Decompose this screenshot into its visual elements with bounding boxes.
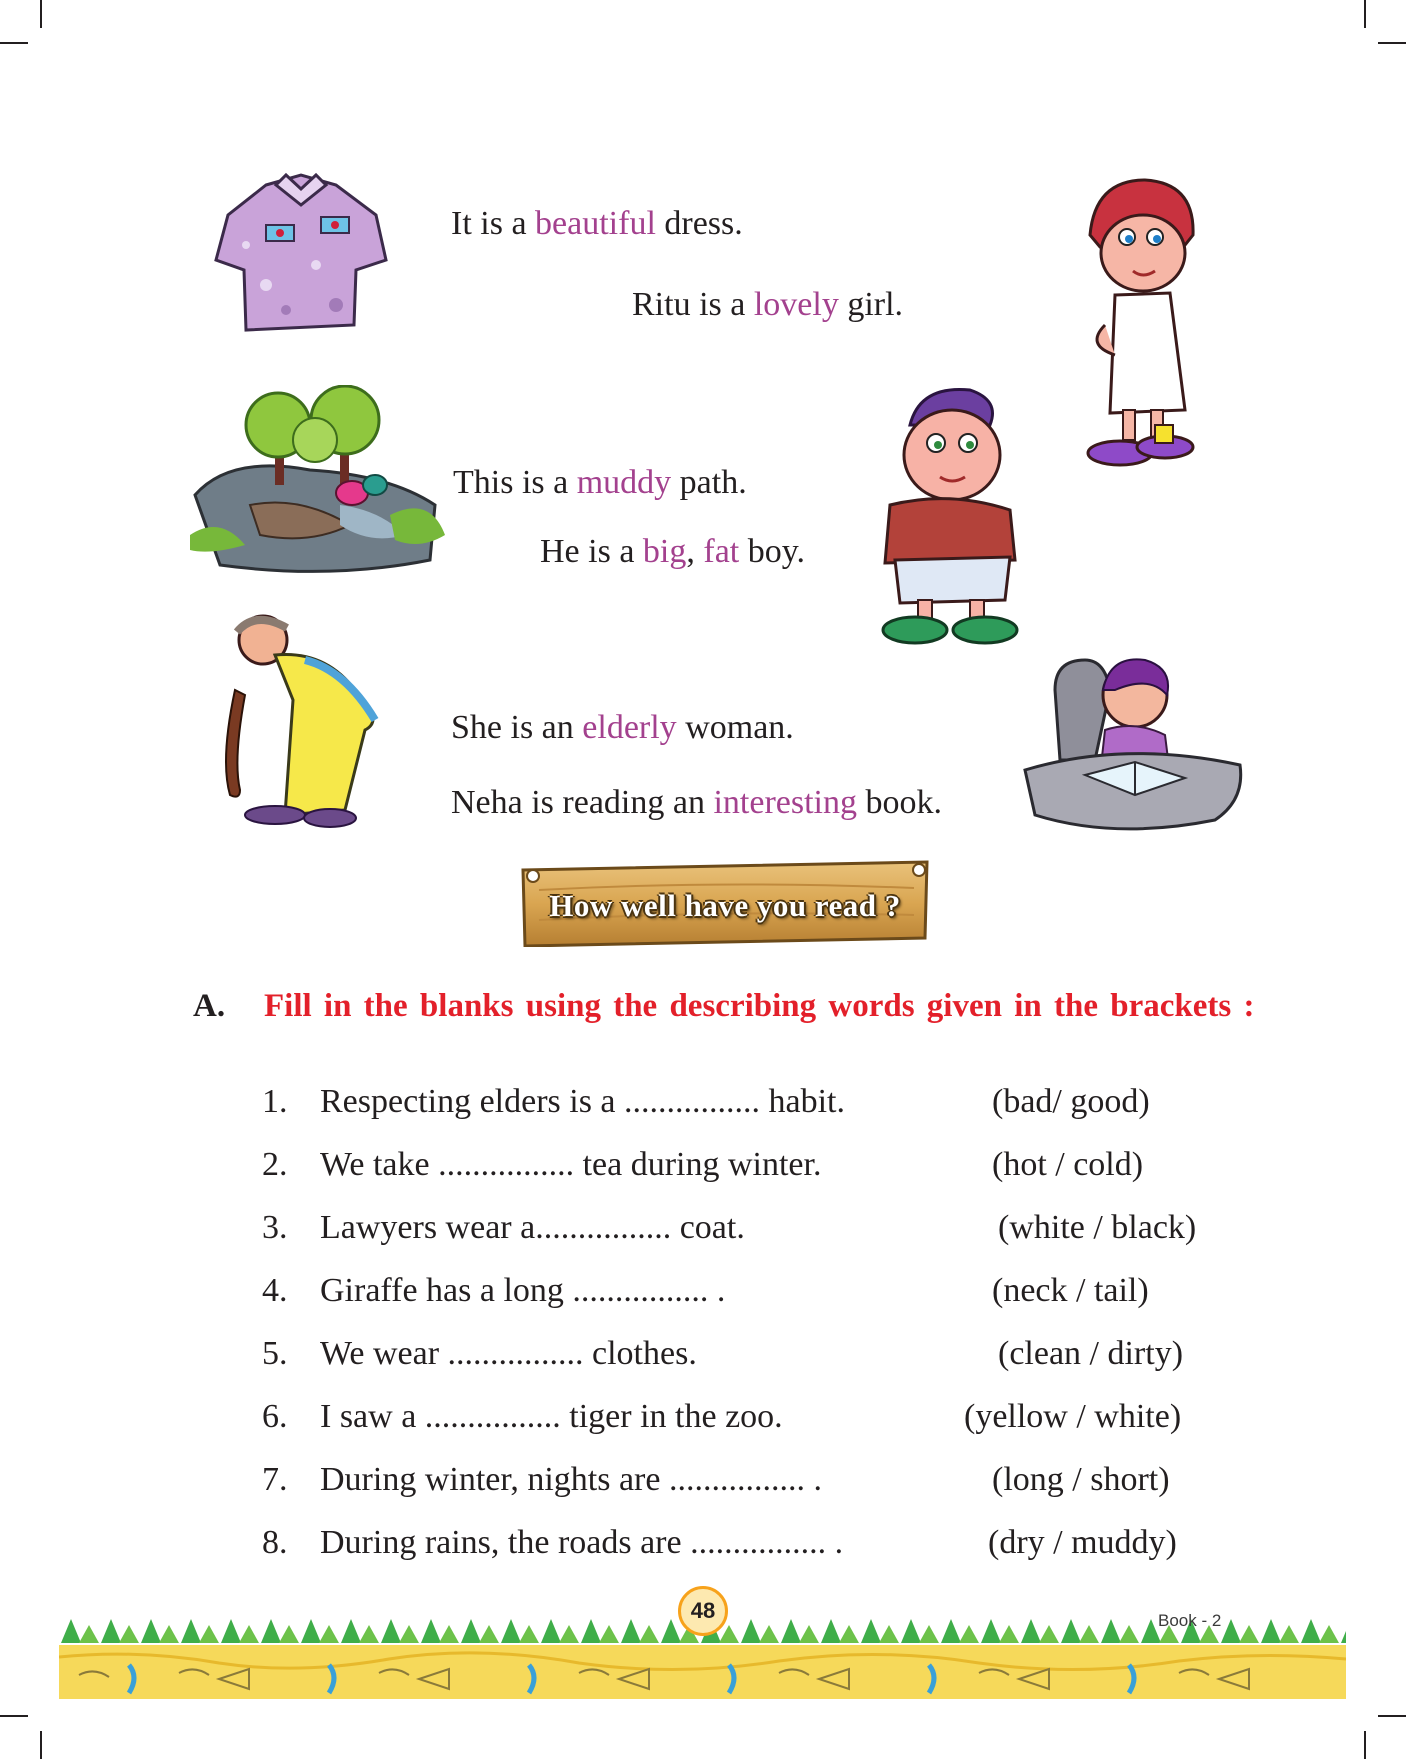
exercise-item xyxy=(0,1461,1406,1511)
sentence-text: girl. xyxy=(838,286,904,323)
book-label: Book - 2 xyxy=(1158,1611,1222,1630)
item-text: Lawyers wear a................ coat. xyxy=(320,1209,745,1246)
item-options: (hot / cold) xyxy=(992,1146,1144,1183)
adjective: elderly xyxy=(582,709,677,746)
muddy-path-illustration xyxy=(190,385,450,580)
item-text: During winter, nights are ................ . xyxy=(320,1461,822,1498)
sentence-text: This is a xyxy=(453,464,577,501)
item-text: During rains, the roads are ................ . xyxy=(320,1524,844,1561)
sentence-dress xyxy=(451,207,743,241)
crop-mark xyxy=(40,0,42,28)
exercise-item xyxy=(0,1083,1406,1133)
sentence-text: dress. xyxy=(655,205,743,242)
banner-title: How well have you read ? xyxy=(549,888,901,923)
sentence-woman xyxy=(451,711,794,745)
exercise-item xyxy=(0,1272,1406,1322)
sentence-text: book. xyxy=(857,784,942,821)
sentence-text: Neha is reading an xyxy=(451,784,714,821)
item-number: 8. xyxy=(262,1524,288,1561)
exercise-item xyxy=(0,1335,1406,1385)
girl-illustration xyxy=(1075,175,1205,475)
boy-illustration xyxy=(870,385,1030,650)
sentence-text: boy. xyxy=(739,533,806,570)
sentence-book xyxy=(451,786,942,820)
item-text: Respecting elders is a ................ habit. xyxy=(320,1083,846,1120)
adjective: interesting xyxy=(713,784,857,821)
sentence-text: woman. xyxy=(676,709,794,746)
page-number: 48 xyxy=(678,1586,728,1636)
question-instruction: Fill in the blanks using the describing words given in the brackets : xyxy=(264,988,1255,1024)
sentence-girl xyxy=(632,288,903,322)
crop-mark xyxy=(1378,1715,1406,1717)
dress-illustration xyxy=(206,165,396,345)
sentence-text: path. xyxy=(671,464,747,501)
section-banner xyxy=(519,860,931,947)
sentence-text: , xyxy=(686,533,704,570)
crop-mark xyxy=(40,1731,42,1759)
exercise-item xyxy=(0,1524,1406,1574)
item-number: 7. xyxy=(262,1461,288,1498)
item-options: (neck / tail) xyxy=(992,1272,1149,1309)
item-text: We wear ................ clothes. xyxy=(320,1335,697,1372)
adjective: muddy xyxy=(576,464,672,501)
crop-mark xyxy=(1378,42,1406,44)
item-number: 1. xyxy=(262,1083,288,1120)
item-number: 5. xyxy=(262,1335,288,1372)
crop-mark xyxy=(0,1715,28,1717)
sentence-path xyxy=(453,466,747,500)
item-options: (dry / muddy) xyxy=(988,1524,1177,1561)
adjective: big xyxy=(642,533,687,570)
neha-reading-illustration xyxy=(1015,650,1250,850)
adjective: fat xyxy=(703,533,740,570)
crop-mark xyxy=(1364,0,1366,28)
crop-mark xyxy=(0,42,28,44)
exercise-item xyxy=(0,1398,1406,1448)
item-options: (yellow / white) xyxy=(964,1398,1182,1435)
item-number: 6. xyxy=(262,1398,288,1435)
sentence-text: She is an xyxy=(451,709,583,746)
adjective: lovely xyxy=(753,286,839,323)
exercise-item xyxy=(0,1209,1406,1259)
question-letter: A. xyxy=(193,988,226,1024)
exercise-item xyxy=(0,1146,1406,1196)
sentence-boy xyxy=(540,535,805,569)
item-text: Giraffe has a long ................ . xyxy=(320,1272,726,1309)
item-number: 4. xyxy=(262,1272,288,1309)
crop-mark xyxy=(1364,1731,1366,1759)
item-text: I saw a ................ tiger in the zoo. xyxy=(320,1398,783,1435)
item-options: (bad/ good) xyxy=(992,1083,1150,1120)
item-options: (long / short) xyxy=(992,1461,1170,1498)
sentence-text: He is a xyxy=(540,533,643,570)
sentence-text: Ritu is a xyxy=(632,286,754,323)
item-number: 2. xyxy=(262,1146,288,1183)
adjective: beautiful xyxy=(535,205,656,242)
elderly-woman-illustration xyxy=(215,610,405,835)
item-options: (white / black) xyxy=(998,1209,1197,1246)
sentence-text: It is a xyxy=(451,205,536,242)
item-options: (clean / dirty) xyxy=(998,1335,1184,1372)
item-text: We take ................ tea during winter. xyxy=(320,1146,822,1183)
item-number: 3. xyxy=(262,1209,288,1246)
